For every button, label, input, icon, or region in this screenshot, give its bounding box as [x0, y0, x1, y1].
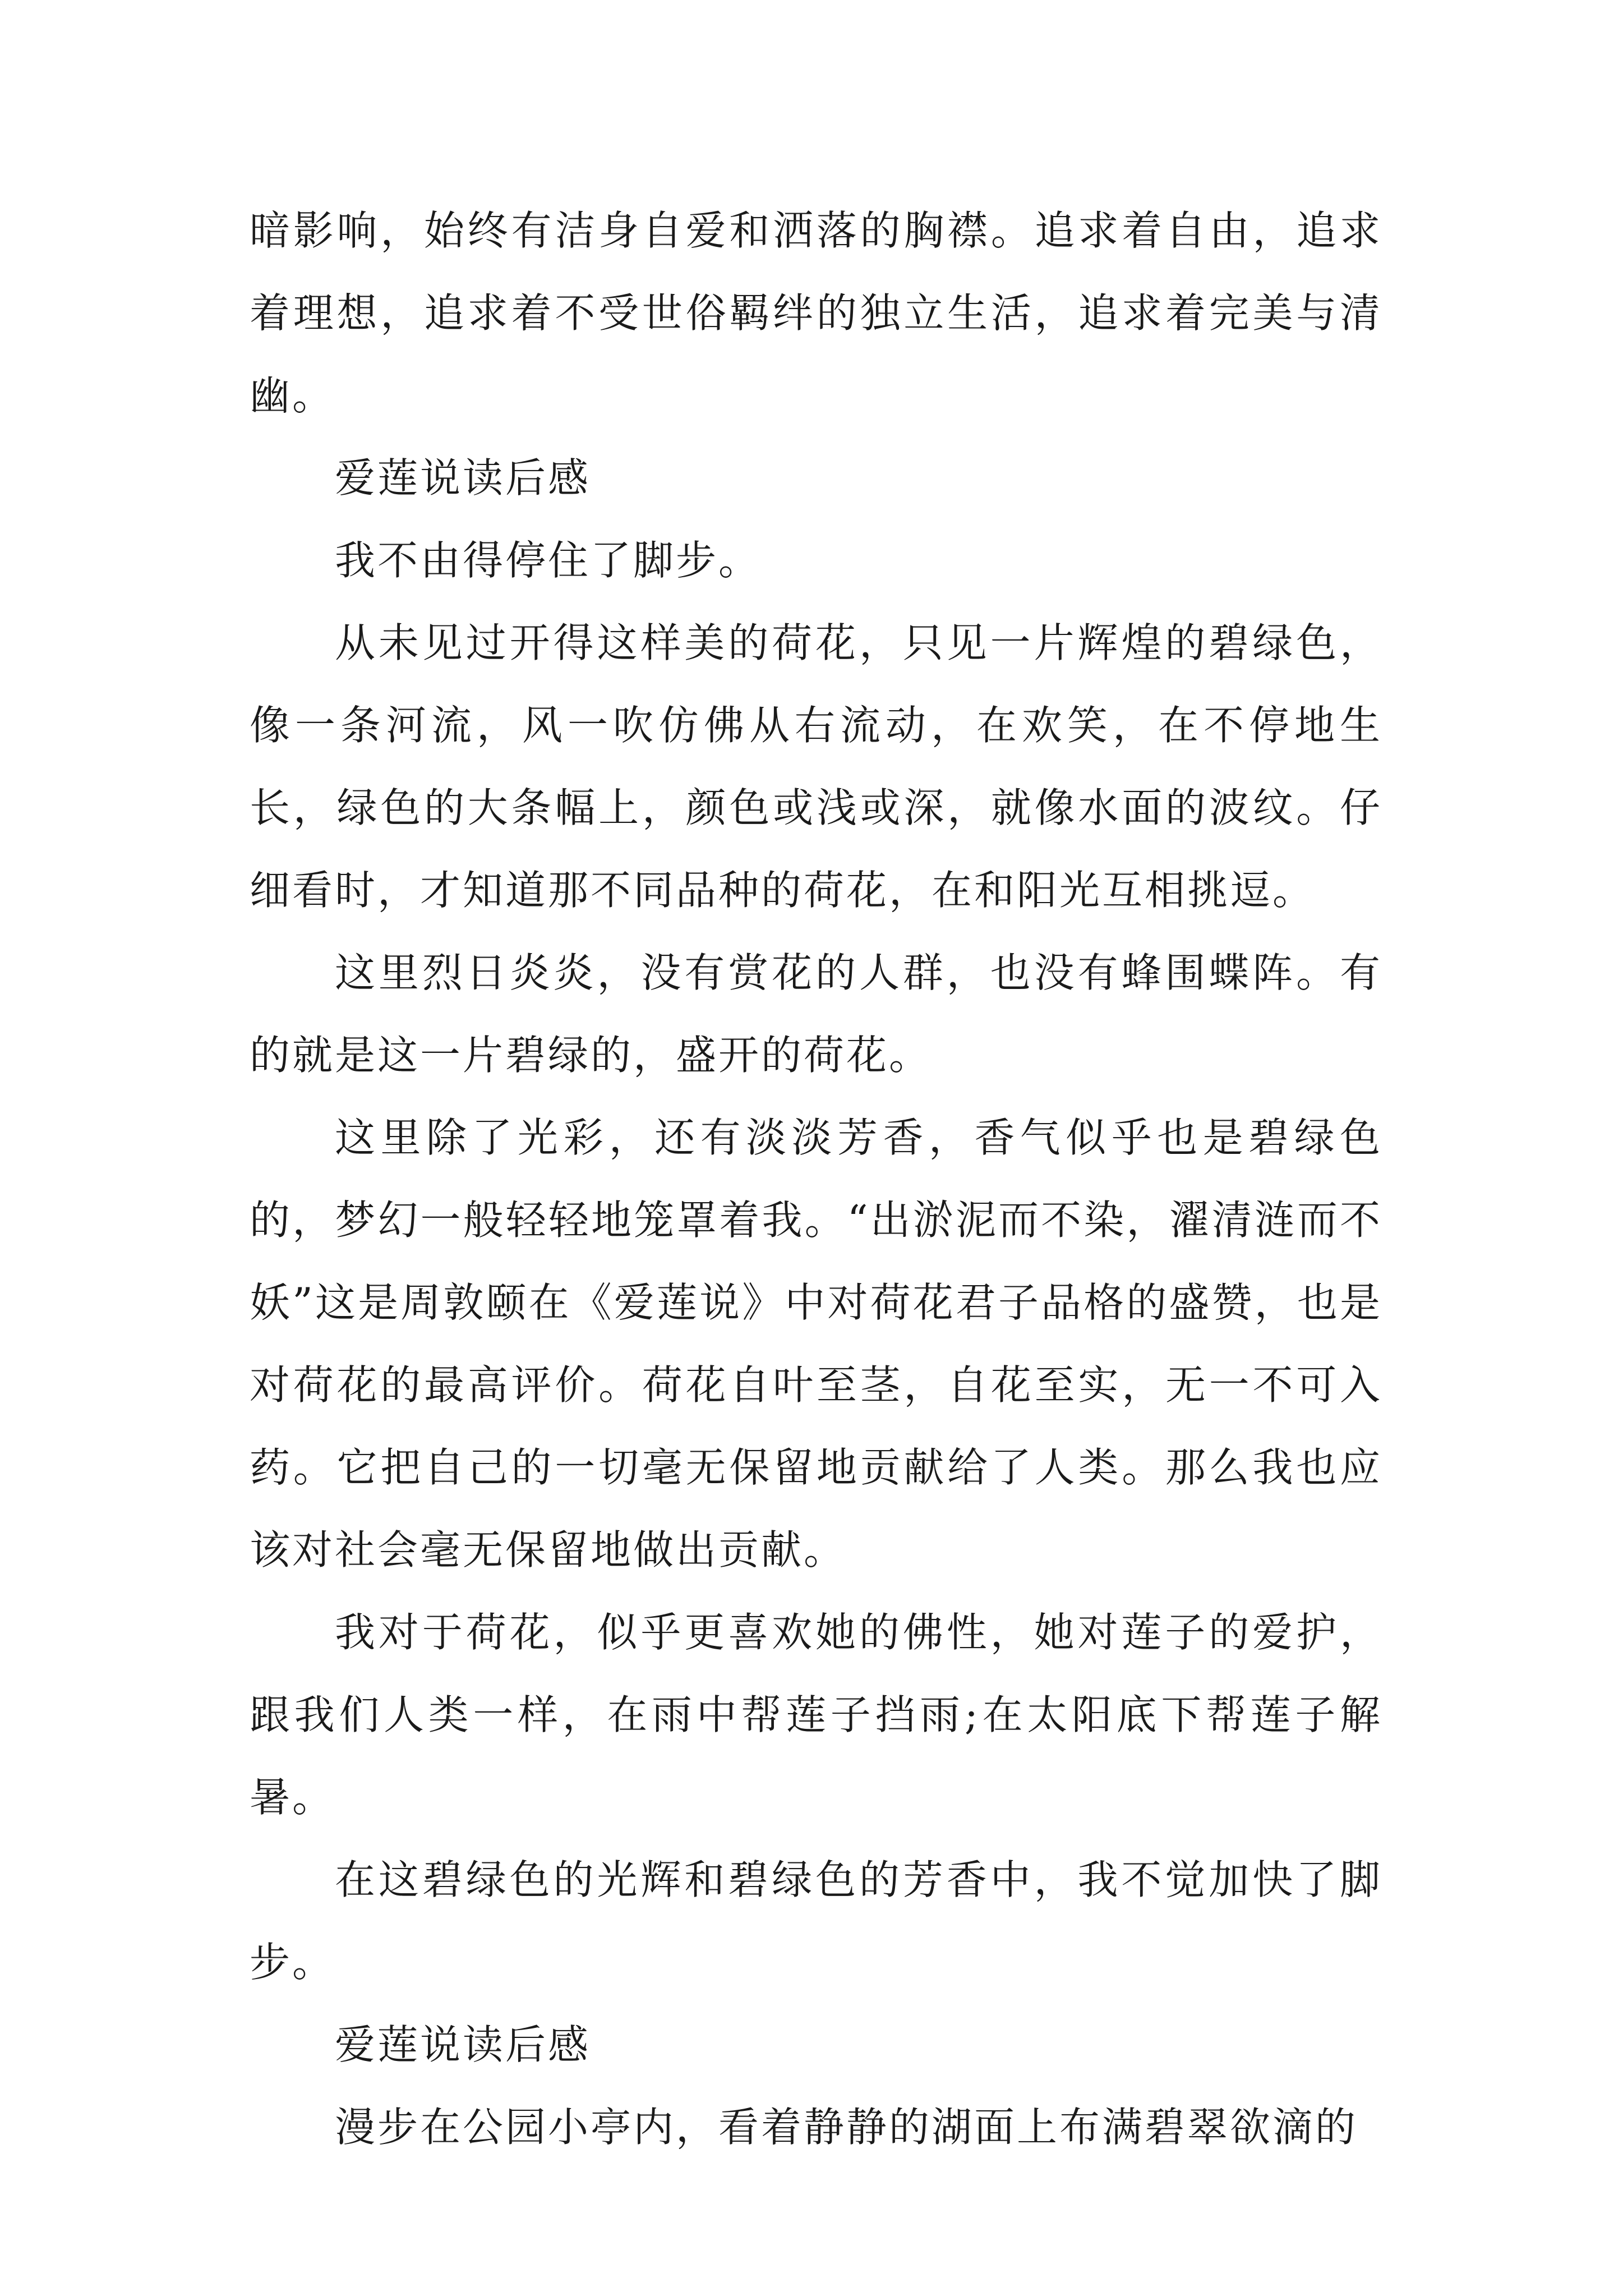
paragraph: 我对于荷花，似乎更喜欢她的佛性，她对莲子的爱护，跟我们人类一样，在雨中帮莲子挡雨;在太阳底下帮莲子解暑。	[250, 1609, 1382, 1821]
paragraph: 这里除了光彩，还有淡淡芳香，香气似乎也是碧绿色的，梦幻一般轻轻地笼罩着我。“出淤泥而不染，濯清涟而不妖”这是周敦颐在《爱莲说》中对荷花君子品格的盛赞，也是对荷花的最高评价。荷花自叶至茎，自花至实，无一不可入药。它把自己的一切毫无保留地贡献给了人类。那么我也应该对社会毫无保留地做出贡献。	[250, 1114, 1382, 1573]
paragraph: 在这碧绿色的光辉和碧绿色的芳香中，我不觉加快了脚步。	[250, 1856, 1382, 1986]
section-heading: 爱莲说读后感	[335, 2021, 591, 2068]
paragraph: 从未见过开得这样美的荷花，只见一片辉煌的碧绿色，像一条河流，风一吹仿佛从右流动，在欢笑，在不停地生长，绿色的大条幅上，颜色或浅或深，就像水面的波纹。仔细看时，才知道那不同品种的荷花，在和阳光互相挑逗。	[250, 619, 1382, 914]
paragraph: 我不由得停住了脚步。	[335, 537, 762, 584]
paragraph: 这里烈日炎炎，没有赏花的人群，也没有蜂围蝶阵。有的就是这一片碧绿的，盛开的荷花。	[250, 949, 1382, 1079]
section-heading: 爱莲说读后感	[335, 454, 591, 501]
document-body	[250, 190, 1382, 2169]
paragraph: 漫步在公园小亭内，看着静静的湖面上布满碧翠欲滴的	[335, 2104, 1358, 2151]
paragraph-continued: 暗影响，始终有洁身自爱和洒落的胸襟。追求着自由，追求着理想，追求着不受世俗羁绊的独立生活，追求着完美与清幽。	[250, 207, 1382, 419]
